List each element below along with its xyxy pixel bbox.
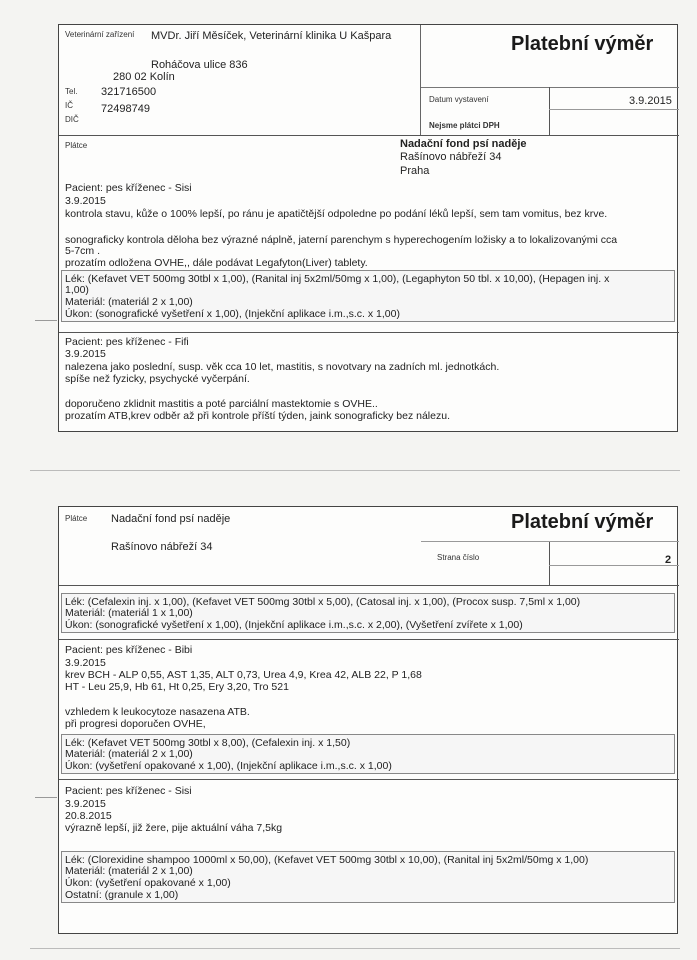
- record-note: prozatím odložena OVHE,, dále podávat Legafyton(Liver) tablety.: [65, 257, 368, 269]
- record-note: vzhledem k leukocytoze nasazena ATB.: [65, 706, 250, 718]
- record-note: výrazně lepší, již žere, pije aktuální váha 7,5kg: [65, 822, 283, 834]
- issue-date: 3.9.2015: [629, 95, 672, 107]
- facility-name: MVDr. Jiří Měsíček, Veterinární klinika U Kašpara: [151, 30, 392, 42]
- item-line: Lék: (Kefavet VET 500mg 30tbl x 8,00), (Cefalexin inj. x 1,50): [65, 737, 351, 749]
- record-note: doporučeno zklidnit mastitis a poté parciální mastektomie s OVHE..: [65, 398, 378, 410]
- document-title: Platební výměr: [511, 511, 654, 533]
- facility-street: Roháčova ulice 836: [151, 59, 248, 71]
- item-line: Materiál: (materiál 2 x 1,00): [65, 748, 193, 760]
- record-date: 20.8.2015: [65, 810, 112, 822]
- tel-value: 321716500: [101, 86, 157, 98]
- record-note: spíše než fyzicky, psychycké vyčerpání.: [65, 373, 250, 385]
- items-box: [61, 851, 675, 903]
- item-line: Materiál: (materiál 2 x 1,00): [65, 865, 193, 877]
- items-box: [61, 593, 675, 633]
- patient-line: Pacient: pes kříženec - Sisi: [65, 182, 192, 194]
- record-note: prozatím ATB,krev odběr až při kontrole příští týden, jaink sonograficky bez nálezu.: [65, 410, 450, 422]
- record-note: krev BCH - ALP 0,55, AST 1,35, ALT 0,73, Urea 4,9, Krea 42, ALB 22, P 1,68: [65, 669, 422, 681]
- payer-street: Rašínovo nábřeží 34: [400, 151, 502, 163]
- item-line: Úkon: (sonografické vyšetření x 1,00), (Injekční aplikace i.m.,s.c. x 2,00), (Vyšetření zvířete x 1,00): [65, 619, 523, 631]
- patient-line: Pacient: pes kříženec - Fifi: [65, 336, 189, 348]
- item-line: 1,00): [65, 284, 89, 296]
- item-line: Lék: (Clorexidine shampoo 1000ml x 50,00), (Kefavet VET 500mg 30tbl x 10,00), (Ranital inj 5x2ml/50mg x 1,00): [65, 854, 589, 866]
- patient-line: Pacient: pes kříženec - Bibi: [65, 644, 193, 656]
- item-line: Úkon: (vyšetření opakované x 1,00), (Injekční aplikace i.m.,s.c. x 1,00): [65, 760, 392, 772]
- payer-name: Nadační fond psí naděje: [111, 513, 231, 525]
- payer-name: Nadační fond psí naděje: [400, 138, 527, 150]
- item-line: Materiál: (materiál 2 x 1,00): [65, 296, 193, 308]
- ic-value: 72498749: [101, 103, 150, 115]
- document-title: Platební výměr: [511, 33, 654, 55]
- record-note: HT - Leu 25,9, Hb 61, Ht 0,25, Ery 3,20, Tro 521: [65, 681, 289, 693]
- item-line: Ostatní: (granule x 1,00): [65, 889, 179, 901]
- ic-label: IČ: [65, 101, 73, 110]
- payer-city: Praha: [400, 165, 430, 177]
- item-line: Úkon: (sonografické vyšetření x 1,00), (Injekční aplikace i.m.,s.c. x 1,00): [65, 308, 400, 320]
- tel-label: Tel.: [65, 87, 78, 96]
- payer-label: Plátce: [65, 514, 88, 523]
- invoice-page-2: [58, 506, 678, 934]
- date-label: Datum vystavení: [429, 95, 489, 104]
- facility-city: 280 02 Kolín: [113, 71, 175, 83]
- record-date: 3.9.2015: [65, 348, 106, 360]
- record-note: kontrola stavu, kůže o 100% lepší, po ránu je apatičtější odpoledne po podání léků lepší, sem tam vomitus, bez krve.: [65, 208, 608, 220]
- page-number-label: Strana číslo: [437, 553, 480, 562]
- record-note: nalezena jako poslední, susp. věk cca 10 let, mastitis, s novotvary na zadních ml. jednotkách.: [65, 361, 500, 373]
- record-date: 3.9.2015: [65, 657, 106, 669]
- record-date: 3.9.2015: [65, 798, 106, 810]
- page-number: 2: [665, 554, 672, 566]
- item-line: Materiál: (materiál 1 x 1,00): [65, 607, 193, 619]
- items-box: [61, 734, 675, 774]
- dic-label: DIČ: [65, 115, 79, 124]
- item-line: Lék: (Cefalexin inj. x 1,00), (Kefavet VET 500mg 30tbl x 5,00), (Catosal inj. x 1,00), (Procox susp. 7,5ml x 1,00): [65, 596, 581, 608]
- payer-street: Rašínovo nábřeží 34: [111, 541, 213, 553]
- record-note: 5-7cm .: [65, 245, 101, 257]
- record-date: 3.9.2015: [65, 195, 106, 207]
- invoice-page-1: [58, 24, 678, 432]
- vat-note: Nejsme plátci DPH: [429, 121, 500, 130]
- items-box: [61, 270, 675, 322]
- facility-label: Veterinární zařízení: [65, 30, 135, 39]
- payer-label: Plátce: [65, 141, 88, 150]
- record-note: sonograficky kontrola děloha bez výrazné náplně, jaterní parenchym s hyperechogením ložisky a to lokalizovanými cca: [65, 234, 618, 246]
- item-line: Lék: (Kefavet VET 500mg 30tbl x 1,00), (Ranital inj 5x2ml/50mg x 1,00), (Legaphyton 50 tbl. x 10,00), (Hepagen inj. x: [65, 273, 610, 285]
- record-note: při progresi doporučen OVHE,: [65, 718, 206, 730]
- patient-line: Pacient: pes kříženec - Sisi: [65, 785, 192, 797]
- item-line: Úkon: (vyšetření opakované x 1,00): [65, 877, 231, 889]
